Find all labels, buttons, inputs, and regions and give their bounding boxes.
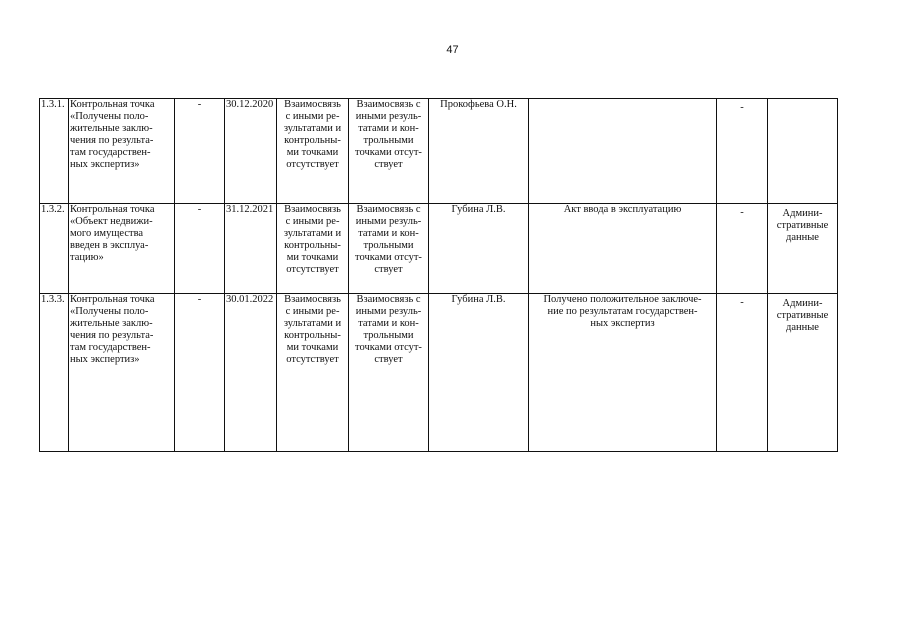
control-point-name: Контрольная точка «Получены поло- жительные заклю- чения по результа- там государствен- ных экспертиз» — [69, 99, 175, 204]
control-point-name: Контрольная точка «Объект недвижи- мого имущества введен в эксплуа- тацию» — [69, 204, 175, 294]
table-row — [40, 99, 838, 204]
control-point-name: Контрольная точка «Получены поло- жительные заклю- чения по результа- там государствен- ных экспертиз» — [69, 294, 175, 452]
mark-cell: - — [717, 204, 768, 294]
table-row — [40, 294, 838, 452]
relation-previous: Взаимосвязь с иными ре- зультатами и контрольны- ми точками отсутствует — [277, 99, 349, 204]
relation-next: Взаимосвязь с иными резуль- татами и кон- трольными точками отсут- ствует — [349, 294, 429, 452]
data-source: Админи- стративные данные — [768, 294, 838, 452]
dash-cell: - — [175, 99, 225, 204]
responsible-person: Губина Л.В. — [429, 204, 529, 294]
data-source: Админи- стративные данные — [768, 204, 838, 294]
relation-previous: Взаимосвязь с иными ре- зультатами и контрольны- ми точками отсутствует — [277, 204, 349, 294]
row-number: 1.3.2. — [40, 204, 69, 294]
relation-next: Взаимосвязь с иными резуль- татами и кон- трольными точками отсут- ствует — [349, 99, 429, 204]
mark-cell: - — [717, 99, 768, 204]
confirming-document: Получено положительное заключе- ние по результатам государствен- ных экспертиз — [529, 294, 717, 452]
dash-cell: - — [175, 294, 225, 452]
dash-cell: - — [175, 204, 225, 294]
control-points-table — [39, 98, 838, 452]
deadline-date: 30.12.2020 — [225, 99, 277, 204]
deadline-date: 31.12.2021 — [225, 204, 277, 294]
mark-cell: - — [717, 294, 768, 452]
relation-previous: Взаимосвязь с иными ре- зультатами и контрольны- ми точками отсутствует — [277, 294, 349, 452]
relation-next: Взаимосвязь с иными резуль- татами и кон- трольными точками отсут- ствует — [349, 204, 429, 294]
table-row — [40, 204, 838, 294]
confirming-document: Акт ввода в эксплуатацию — [529, 204, 717, 294]
row-number: 1.3.1. — [40, 99, 69, 204]
row-number: 1.3.3. — [40, 294, 69, 452]
responsible-person: Губина Л.В. — [429, 294, 529, 452]
page-number: 47 — [446, 44, 459, 56]
responsible-person: Прокофьева О.Н. — [429, 99, 529, 204]
confirming-document — [529, 99, 717, 204]
deadline-date: 30.01.2022 — [225, 294, 277, 452]
data-source — [768, 99, 838, 204]
